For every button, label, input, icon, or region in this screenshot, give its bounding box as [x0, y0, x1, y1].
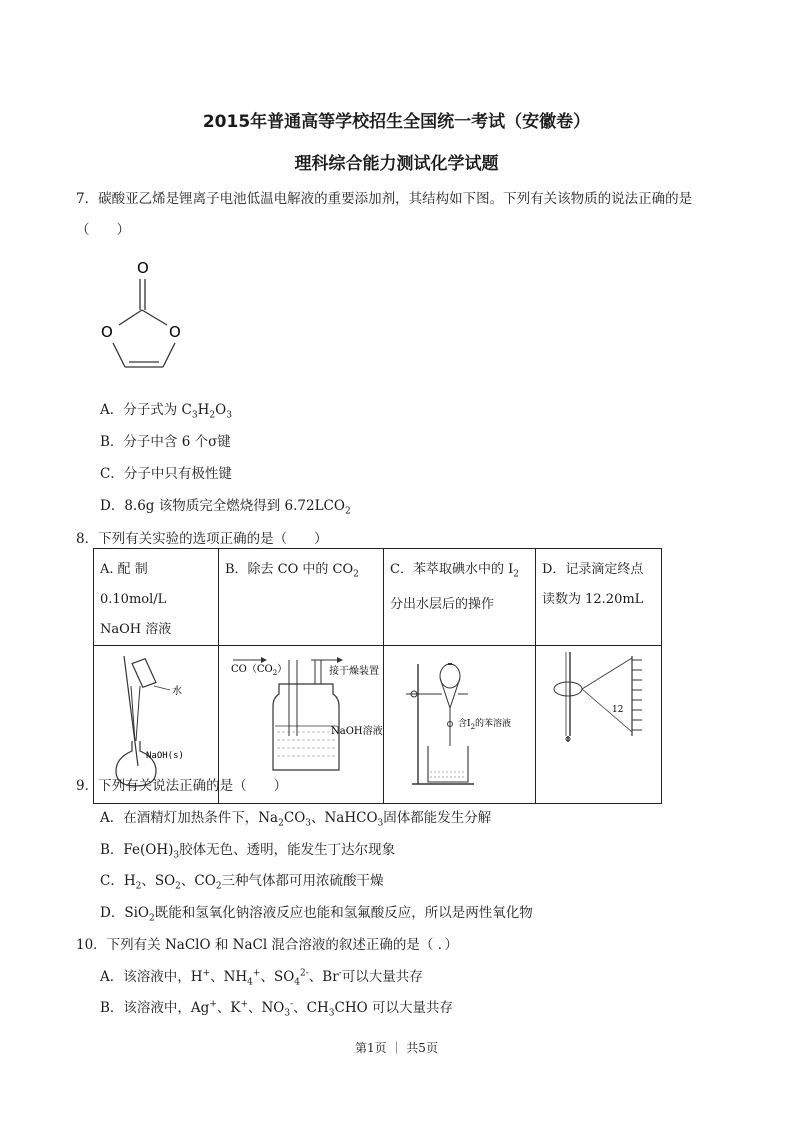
q8-cell-a-text: A. 配 制 0.10mol/L NaOH 溶液	[94, 549, 219, 646]
vinylene-carbonate-structure	[95, 255, 205, 375]
q9-option-c: C．$H_2$、$SO_2$、$CO_2$三种气体都可用浓硫酸干燥	[100, 873, 384, 892]
q8-stem: 8．下列有关实验的选项正确的是（ ）	[76, 531, 328, 547]
q7-option-d: D．8.6g 该物质完全燃烧得到 $6.72LCO_2$	[100, 498, 351, 517]
q8-cell-b-text: B．除去 CO 中的 $CO_2$	[219, 549, 384, 646]
q10-stem: 10．下列有关 NaClO 和 NaCl 混合溶液的叙述正确的是（ ．）	[76, 937, 458, 953]
q8-cell-c-text: C．苯萃取碘水中的 $I_2$ 分出水层后的操作	[384, 549, 536, 646]
q7-option-b: B．分子中含 6 个σ键	[100, 434, 231, 450]
fig-b-outlet-label: 接干燥装置	[329, 666, 379, 677]
structure-atom-ring-o-left: O	[101, 323, 113, 341]
q10-option-b: B．该溶液中，Ag+、K+、$NO_3^-$、$CH_3CHO$ 可以大量共存	[100, 999, 453, 1019]
q10-option-a: A．该溶液中，H+、$NH_4^+$、$SO_4^{2-}$、Br-可以大量共存	[100, 968, 423, 988]
q8-experiment-table	[93, 548, 662, 804]
exam-title: 2015年普通高等学校招生全国统一考试（安徽卷）	[202, 112, 591, 132]
exam-subtitle: 理科综合能力测试化学试题	[294, 154, 499, 174]
fig-a-water-label: 水	[172, 686, 182, 697]
fig-c-label: 含$I_2$的苯溶液	[458, 719, 512, 731]
fig-d-scale-mark: 12	[612, 705, 624, 715]
q7-stem: 7．碳酸亚乙烯是锂离子电池低温电解液的重要添加剂，其结构如下图。下列有关该物质的说法正确的是	[76, 191, 693, 207]
q9-option-a: A．在酒精灯加热条件下，$Na_2CO_3$、NaHCO$_3$固体都能发生分解	[100, 810, 492, 829]
q7-option-a: A．分子式为 $C_3H_2O_3$	[100, 402, 232, 421]
q7-paren: （ ）	[76, 222, 130, 238]
fig-b-solution-label: NaOH溶液	[331, 726, 383, 737]
q8-figure-d	[536, 646, 662, 804]
q9-stem: 9．下列有关说法正确的是（ ）	[76, 778, 288, 794]
q9-option-b: B．$Fe(OH)_3$胶体无色、透明，能发生丁达尔现象	[100, 842, 396, 861]
fig-a-naoh-label: NaOH(s)	[146, 751, 184, 761]
structure-atom-carbonyl-o: O	[137, 259, 149, 277]
q8-figure-c	[384, 646, 536, 804]
q8-cell-d-text: D．记录滴定终点 读数为 12.20mL	[536, 549, 662, 646]
q7-option-c: C．分子中只有极性键	[100, 466, 232, 482]
q9-option-d: D．SiO$_2$既能和氢氧化钠溶液反应也能和氢氟酸反应，所以是两性氧化物	[100, 905, 533, 924]
fig-b-inlet-label: $CO(CO_2)$	[231, 664, 288, 677]
page-footer: 第1页 ｜ 共5页	[355, 1041, 438, 1055]
structure-atom-ring-o-right: O	[169, 323, 181, 341]
